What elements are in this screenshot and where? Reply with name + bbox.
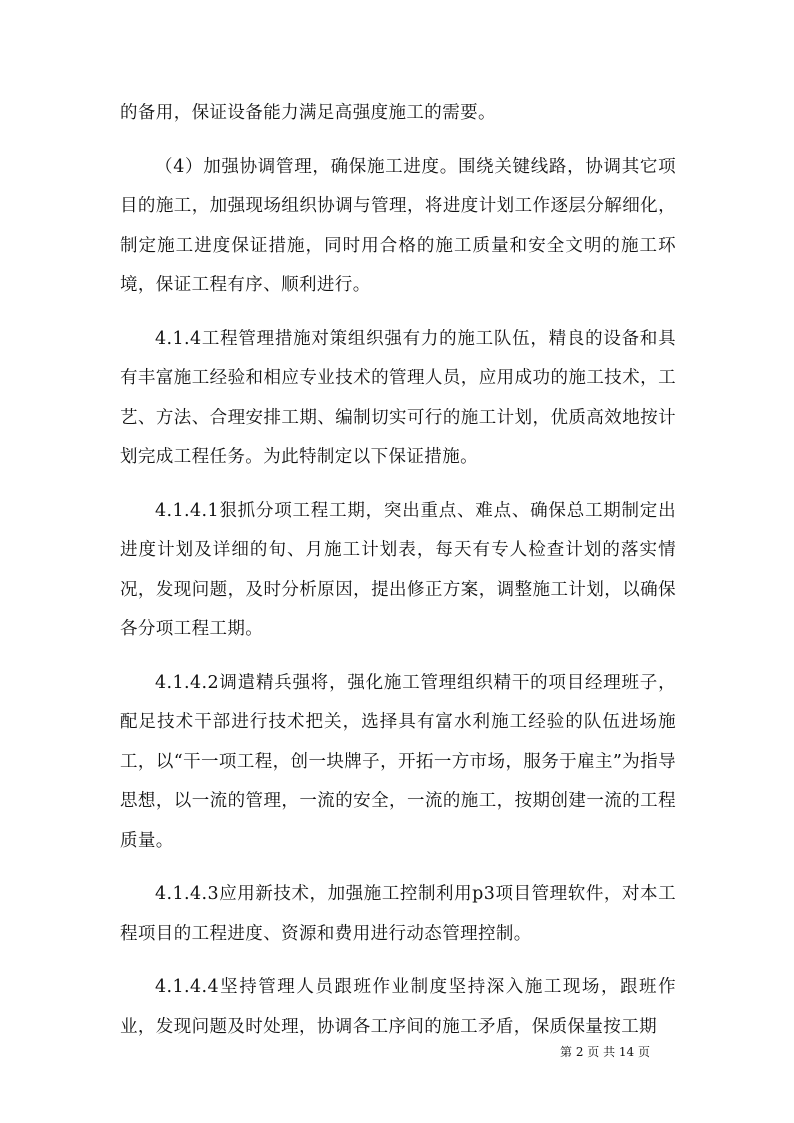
document-body [120,94,676,1061]
paragraph-4-1-4-3: 4.1.4.3应用新技术，加强施工控制利用p3项目管理软件，对本工程项目的工程进度、资源和费用进行动态管理控制。 [120,884,676,944]
paragraph-4-1-4: 4.1.4工程管理措施对策组织强有力的施工队伍，精良的设备和具有丰富施工经验和相应专业技术的管理人员，应用成功的施工技术，工艺、方法、合理安排工期、编制切实可行的施工计划，优质高效地按计划完成工程任务。为此特制定以下保证措施。 [120,328,676,467]
paragraph-4-1-4-4: 4.1.4.4坚持管理人员跟班作业制度坚持深入施工现场，跟班作业，发现问题及时处理，协调各工序间的施工矛盾，保质保量按工期 [120,977,676,1037]
page-number-footer: 第 2 页 共 14 页 [560,1045,650,1059]
paragraph-4-1-4-1: 4.1.4.1狠抓分项工程工期，突出重点、难点、确保总工期制定出进度计划及详细的旬、月施工计划表，每天有专人检查计划的落实情况，发现问题，及时分析原因，提出修正方案，调整施工计划，以确保各分项工程工期。 [120,500,676,639]
paragraph-4-1-4-2: 4.1.4.2调遣精兵强将，强化施工管理组织精干的项目经理班子，配足技术干部进行技术把关，选择具有富水利施工经验的队伍进场施工，以“干一项工程，创一块牌子，开拓一方市场，服务于雇主”为指导思想，以一流的管理，一流的安全，一流的施工，按期创建一流的工程质量。 [120,672,676,851]
paragraph-continuation: 的备用，保证设备能力满足高强度施工的需要。 [120,103,496,123]
paragraph-coordination: （4）加强协调管理，确保施工进度。围绕关键线路，协调其它项目的施工，加强现场组织协调与管理，将进度计划工作逐层分解细化，制定施工进度保证措施，同时用合格的施工质量和安全文明的施工环境，保证工程有序、顺利进行。 [120,156,676,295]
